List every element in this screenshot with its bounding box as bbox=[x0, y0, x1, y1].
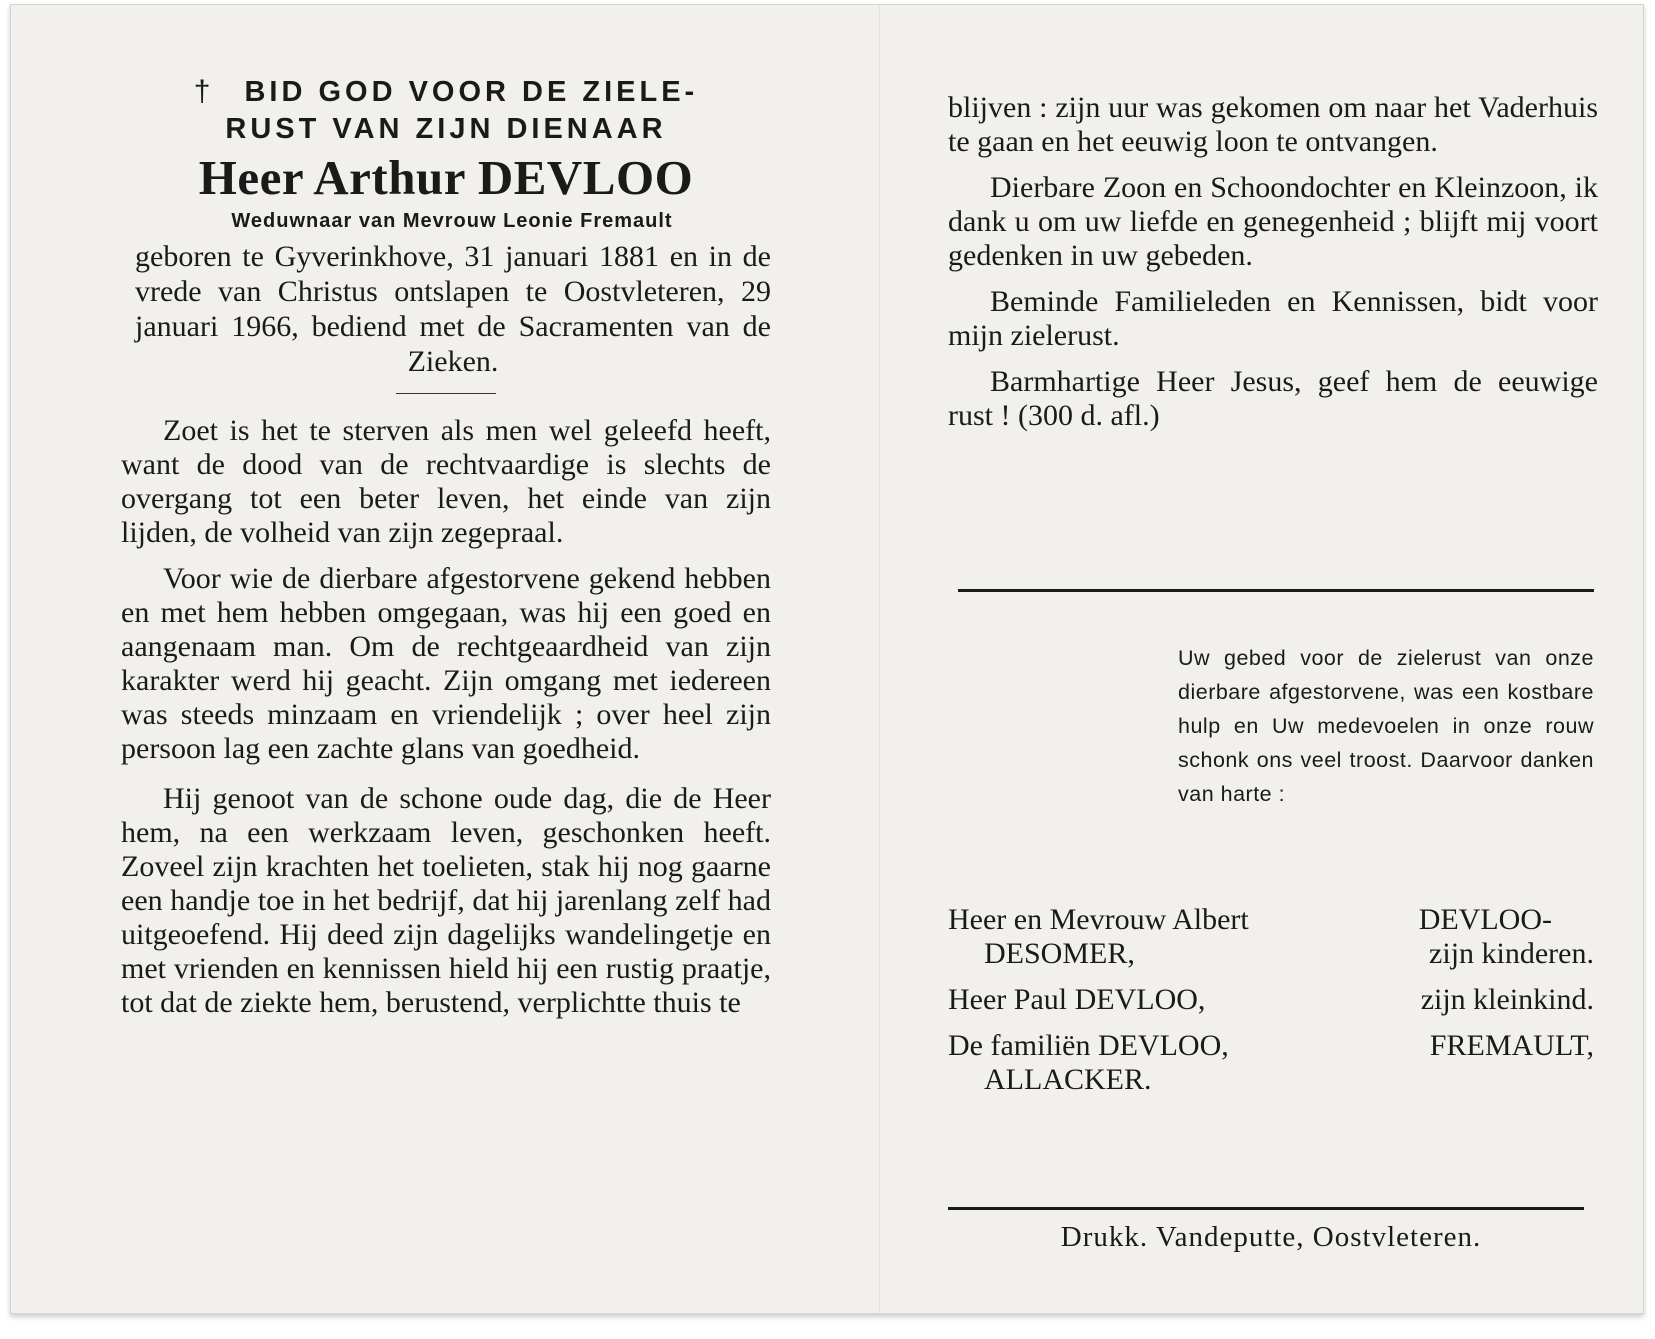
left-page bbox=[121, 73, 771, 1032]
deceased-name: Heer Arthur DEVLOO bbox=[198, 150, 694, 205]
paragraph: Barmhartige Heer Jesus, geef hem de eeuwige rust ! (300 d. afl.) bbox=[948, 365, 1598, 432]
divider bbox=[396, 393, 496, 394]
memorial-card bbox=[10, 4, 1644, 1314]
prayer-heading-line2: RUST VAN ZIJN DIENAAR bbox=[225, 113, 667, 145]
signatory-surname: DEVLOO- bbox=[1418, 903, 1552, 936]
signatory-name: Heer Paul DEVLOO, bbox=[948, 983, 1206, 1016]
paragraph: Voor wie de dierbare afgestorvene gekend hebben en met hem hebben omgegaan, was hij een goed en aangenaam man. Om de rechtgeaardheid van zijn karakter werd hij geacht. Zijn omgang met iedereen was steeds minzaam en vriendelijk ; over heel zijn persoon lag een zachte glans van goedheid. bbox=[121, 562, 771, 765]
birth-death-text: geboren te Gyverinkhove, 31 januari 1881 en in de vrede van Christus ontslapen te Oostvleteren, 29 januari 1966, bediend met de Sacramenten van de Zieken. bbox=[135, 240, 771, 378]
signatory-name: Heer en Mevrouw Albert bbox=[948, 903, 1249, 936]
paragraph: Beminde Familieleden en Kennissen, bidt voor mijn zielerust. bbox=[948, 285, 1598, 352]
relation: zijn kinderen. bbox=[1429, 937, 1594, 970]
signatory-name: DESOMER, bbox=[984, 937, 1135, 970]
paragraph: Dierbare Zoon en Schoondochter en Kleinzoon, ik dank u om uw liefde en genegenheid ; blijft mij voort gedenken in uw gebeden. bbox=[948, 171, 1598, 272]
widower-line: Weduwnaar van Mevrouw Leonie Fremault bbox=[231, 210, 673, 232]
cross-icon: † bbox=[193, 75, 215, 108]
signatory-surname: FREMAULT, bbox=[1429, 1029, 1594, 1062]
thanks-note: Uw gebed voor de zielerust van onze dierbare afgestorvene, was een kostbare hulp en Uw medevoelen in onze rouw schonk ons veel troost. Daarvoor danken van harte : bbox=[1178, 646, 1594, 806]
divider bbox=[958, 589, 1594, 592]
right-page bbox=[948, 91, 1598, 1253]
fold-line bbox=[879, 5, 880, 1313]
paragraph: blijven : zijn uur was gekomen om naar het Vaderhuis te gaan en het eeuwig loon te ontvangen. bbox=[948, 91, 1598, 158]
prayer-heading-line1: † BID GOD VOOR DE ZIELE- bbox=[193, 75, 699, 108]
paragraph: Hij genoot van de schone oude dag, die de Heer hem, na een werkzaam leven, geschonken heeft. Zoveel zijn krachten het toelieten, stak hij nog gaarne een handje toe in het bedrijf, dat hij jarenlang zelf had uitgeoefend. Hij deed zijn dagelijks wandelingetje en met vrienden en kennissen hield hij een rustig praatje, tot dat de ziekte hem, berustend, verplichtte thuis te bbox=[121, 782, 771, 1019]
printer-credit: Drukk. Vandeputte, Oostvleteren. bbox=[1060, 1221, 1482, 1253]
divider bbox=[948, 1207, 1584, 1210]
paragraph: Zoet is het te sterven als men wel geleefd heeft, want de dood van de rechtvaardige is slechts de overgang tot een beter leven, het einde van zijn lijden, de volheid van zijn zegepraal. bbox=[121, 414, 771, 549]
signatory-name: De familiën DEVLOO, bbox=[948, 1029, 1229, 1062]
signatories bbox=[948, 903, 1594, 1097]
signatory-name: ALLACKER. bbox=[984, 1063, 1152, 1096]
relation: zijn kleinkind. bbox=[1420, 983, 1594, 1016]
